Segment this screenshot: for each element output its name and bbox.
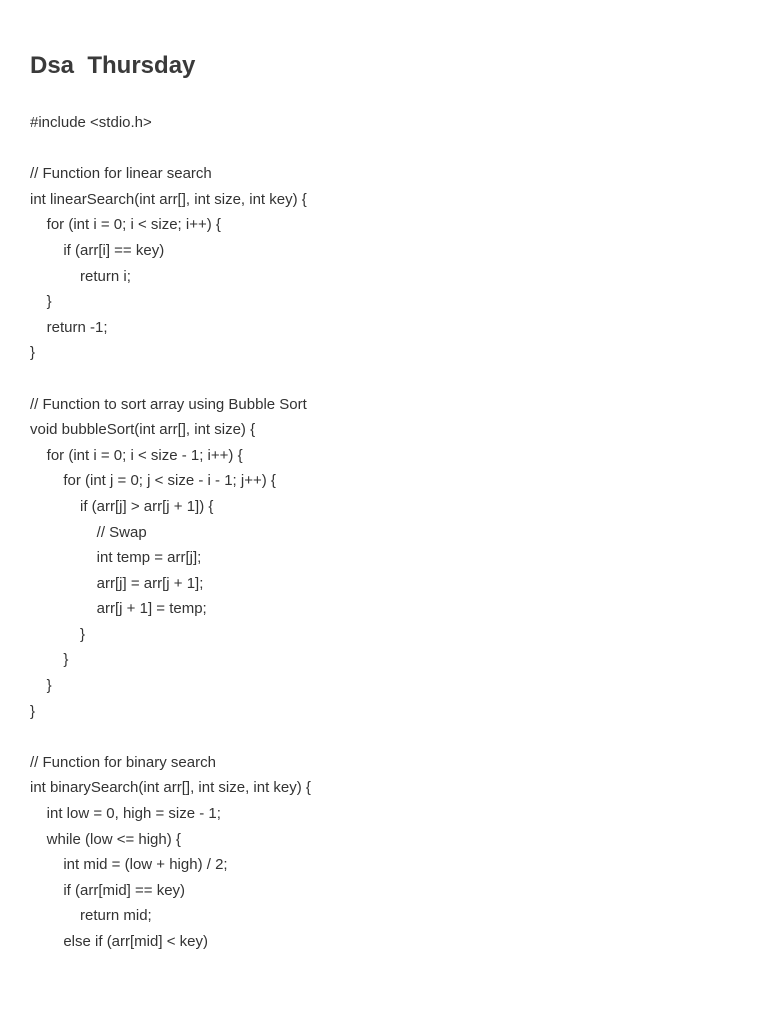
code-line: return mid; <box>30 907 152 925</box>
code-line <box>30 136 738 162</box>
code-line: else if (arr[mid] < key) <box>30 933 208 950</box>
code-line: #include <stdio.h> <box>30 114 152 131</box>
code-line <box>30 366 738 392</box>
code-line: // Function for linear search <box>30 165 212 183</box>
code-line: } <box>30 677 52 695</box>
code-line: arr[j + 1] = temp; <box>30 600 207 618</box>
code-line: if (arr[mid] == key) <box>30 881 186 899</box>
code-line: // Function for binary search <box>30 753 216 771</box>
code-line: return i; <box>30 267 131 285</box>
code-line: int linearSearch(int arr[], int size, int key) { <box>30 190 307 208</box>
code-line: return -1; <box>30 318 108 336</box>
code-line: // Function to sort array using Bubble Sort <box>30 395 307 413</box>
code-line: void bubbleSort(int arr[], int size) { <box>30 421 256 439</box>
code-line: int low = 0, high = size - 1; <box>30 805 221 823</box>
code-line: while (low <= high) { <box>30 830 181 848</box>
code-line: // Swap <box>30 523 147 541</box>
code-line: int mid = (low + high) / 2; <box>30 856 228 874</box>
code-line: } <box>30 651 69 669</box>
code-line: for (int j = 0; j < size - i - 1; j++) { <box>30 472 276 490</box>
code-line: if (arr[i] == key) <box>30 241 165 259</box>
code-line: } <box>30 293 52 311</box>
code-line: arr[j] = arr[j + 1]; <box>30 574 204 592</box>
code-line: int temp = arr[j]; <box>30 549 202 567</box>
note-body[interactable] <box>30 110 738 955</box>
code-line: if (arr[j] > arr[j + 1]) { <box>30 497 214 515</box>
code-line: } <box>30 702 36 720</box>
code-line: for (int i = 0; i < size; i++) { <box>30 216 221 234</box>
code-line: for (int i = 0; i < size - 1; i++) { <box>30 446 243 464</box>
code-line <box>30 724 738 750</box>
code-line: } <box>30 344 36 362</box>
code-line: } <box>30 625 86 643</box>
code-line: int binarySearch(int arr[], int size, int key) { <box>30 779 311 797</box>
note-title[interactable]: Dsa Thursday <box>30 52 196 79</box>
